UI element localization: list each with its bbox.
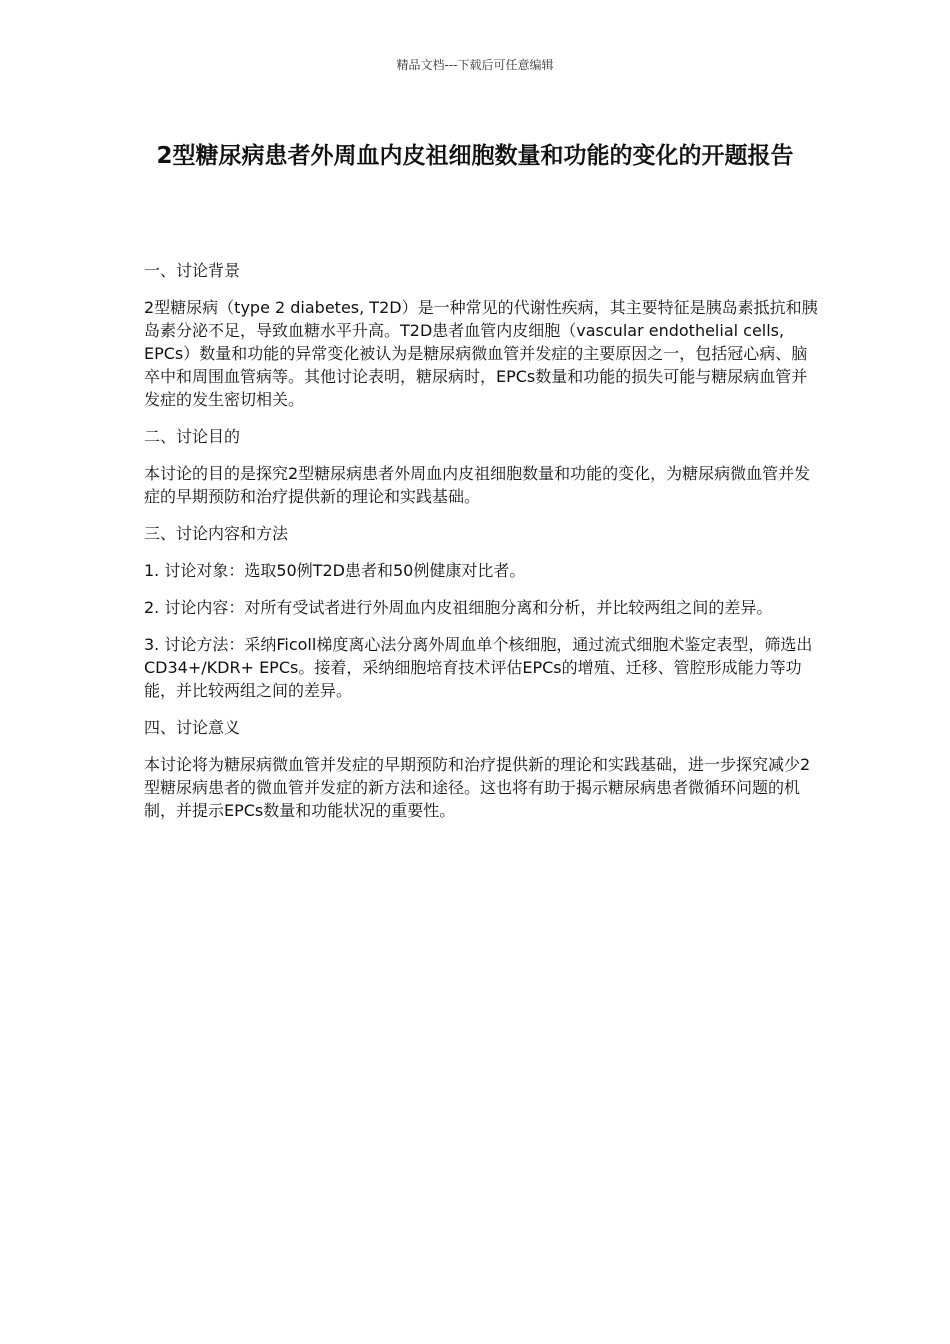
page-header: 精品文档---下载后可任意编辑	[396, 58, 554, 72]
document-title: 2型糖尿病患者外周血内皮祖细胞数量和功能的变化的开题报告	[156, 143, 794, 169]
section-heading-background: 一、讨论背景	[144, 261, 241, 280]
methods-item-subjects: 1. 讨论对象：选取50例T2D患者和50例健康对比者。	[144, 561, 526, 580]
section-heading-significance: 四、讨论意义	[144, 718, 241, 737]
methods-item-content: 2. 讨论内容：对所有受试者进行外周血内皮祖细胞分离和分析，并比较两组之间的差异。	[144, 598, 773, 617]
significance-paragraph: 本讨论将为糖尿病微血管并发症的早期预防和治疗提供新的理论和实践基础，进一步探究减少2型糖尿病患者的微血管并发症的新方法和途径。这也将有助于揭示糖尿病患者微循环问题的机制，并提示EPCs数量和功能状况的重要性。	[144, 755, 811, 820]
document-body	[144, 259, 820, 836]
purpose-paragraph: 本讨论的目的是探究2型糖尿病患者外周血内皮祖细胞数量和功能的变化，为糖尿病微血管并发症的早期预防和治疗提供新的理论和实践基础。	[144, 464, 811, 506]
section-heading-methods: 三、讨论内容和方法	[144, 524, 289, 543]
methods-item-procedure: 3. 讨论方法：采纳Ficoll梯度离心法分离外周血单个核细胞，通过流式细胞术鉴定表型，筛选出CD34+/KDR+ EPCs。接着，采纳细胞培育技术评估EPCs的增殖、迁移、管腔形成能力等功能，并比较两组之间的差异。	[144, 635, 813, 700]
background-paragraph: 2型糖尿病（type 2 diabetes, T2D）是一种常见的代谢性疾病，其主要特征是胰岛素抵抗和胰岛素分泌不足，导致血糖水平升高。T2D患者血管内皮细胞（vascular endothelial cells, EPCs）数量和功能的异常变化被认为是糖尿病微血管并发症的主要原因之一，包括冠心病、脑卒中和周围血管病等。其他讨论表明，糖尿病时，EPCs数量和功能的损失可能与糖尿病血管并发症的发生密切相关。	[144, 298, 818, 409]
section-heading-purpose: 二、讨论目的	[144, 427, 241, 446]
